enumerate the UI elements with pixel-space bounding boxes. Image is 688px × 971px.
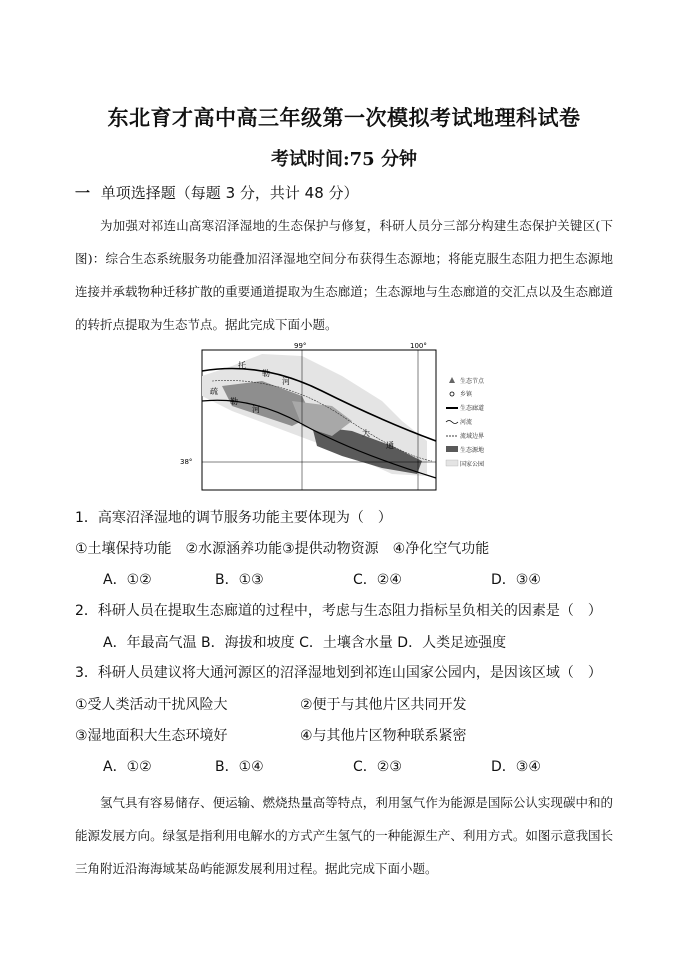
question-2-options[interactable]: A．年最高气温 B．海拔和坡度 C．土壤含水量 D．人类足迹强度 bbox=[103, 635, 507, 651]
map-label-tong: 通 bbox=[386, 441, 394, 450]
legend-corridor: 生态廊道 bbox=[460, 405, 485, 412]
question-3-item-4: ④与其他片区物种联系紧密 bbox=[300, 728, 467, 744]
question-1-option-a[interactable]: A．①② bbox=[103, 572, 152, 588]
question-1-stem: 1．高寒沼泽湿地的调节服务功能主要体现为（ ） bbox=[75, 510, 392, 526]
question-3-item-1: ①受人类活动干扰风险大 bbox=[75, 697, 228, 713]
map-legend bbox=[446, 377, 485, 468]
map-label-le2: 勒 bbox=[230, 397, 238, 406]
question-3-option-b[interactable]: B．①④ bbox=[215, 759, 264, 775]
map-label-tuo: 托 bbox=[238, 361, 246, 370]
legend-node: 生态节点 bbox=[460, 378, 485, 385]
section-heading bbox=[75, 182, 359, 203]
question-1-option-d[interactable]: D．③④ bbox=[491, 572, 541, 588]
map-label-shu: 疏 bbox=[210, 387, 218, 396]
map-label-he1: 河 bbox=[282, 377, 290, 386]
question-2-stem: 2．科研人员在提取生态廊道的过程中，考虑与生态阻力指标呈负相关的因素是（ ） bbox=[75, 603, 602, 619]
question-3-option-c[interactable]: C．②③ bbox=[353, 759, 402, 775]
exam-duration: 考试时间:75 分钟 bbox=[271, 149, 417, 170]
legend-town: 乡镇 bbox=[460, 391, 473, 398]
lon-label-99: 99° bbox=[294, 342, 307, 350]
question-3-item-2: ②便于与其他片区共同开发 bbox=[300, 697, 467, 713]
section-text: 单项选择题（每题 3 分，共计 48 分） bbox=[100, 184, 359, 202]
section-marker: 一 bbox=[75, 184, 91, 202]
exam-title: 东北育才高中高三年级第一次模拟考试地理科试卷 bbox=[107, 105, 581, 130]
passage-qilian: 为加强对祁连山高寒沼泽湿地的生态保护与修复，科研人员分三部分构建生态保护关键区(下图)：综合生态系统服务功能叠加沼泽湿地空间分布获得生态源地；将能克服生态阻力把生态源地连接并承载物种迁移扩散的重要通道提取为生态廊道；生态源地与生态廊道的交汇点以及生态廊道的转折点提取为生态节点。据此完成下面小题。 bbox=[75, 218, 613, 332]
legend-park: 国家公园 bbox=[460, 461, 485, 468]
lon-label-100: 100° bbox=[410, 342, 427, 350]
question-3-item-3: ③湿地面积大生态环境好 bbox=[75, 728, 228, 744]
question-3-option-a[interactable]: A．①② bbox=[103, 759, 152, 775]
map-label-he2: 河 bbox=[252, 405, 260, 414]
legend-source: 生态源地 bbox=[460, 447, 485, 454]
question-1-option-c[interactable]: C．②④ bbox=[353, 572, 402, 588]
question-1-option-b[interactable]: B．①③ bbox=[215, 572, 264, 588]
legend-town-icon bbox=[450, 392, 454, 396]
map-label-da: 大 bbox=[362, 429, 370, 438]
legend-boundary: 流域边界 bbox=[460, 433, 485, 440]
legend-river-icon bbox=[446, 421, 458, 424]
question-3-option-d[interactable]: D．③④ bbox=[491, 759, 541, 775]
question-1-items: ①土壤保持功能 ②水源涵养功能③提供动物资源 ④净化空气功能 bbox=[75, 541, 490, 557]
legend-park-icon bbox=[446, 460, 458, 466]
question-3-stem: 3．科研人员建议将大通河源区的沼泽湿地划到祁连山国家公园内，是因该区域（ ） bbox=[75, 665, 602, 681]
legend-node-icon bbox=[449, 377, 455, 383]
map-label-le1: 勒 bbox=[262, 369, 270, 378]
ecological-map bbox=[180, 342, 488, 493]
lat-label-38: 38° bbox=[180, 458, 193, 466]
legend-river: 河流 bbox=[460, 419, 473, 426]
passage-hydrogen: 氢气具有容易储存、便运输、燃烧热量高等特点，利用氢气作为能源是国际公认实现碳中和的能源发展方向。绿氢是指利用电解水的方式产生氢气的一种能源生产、利用方式。如图示意我国长三角附近沿海海域某岛屿能源发展利用过程。据此完成下面小题。 bbox=[75, 795, 613, 876]
legend-source-icon bbox=[446, 446, 458, 452]
